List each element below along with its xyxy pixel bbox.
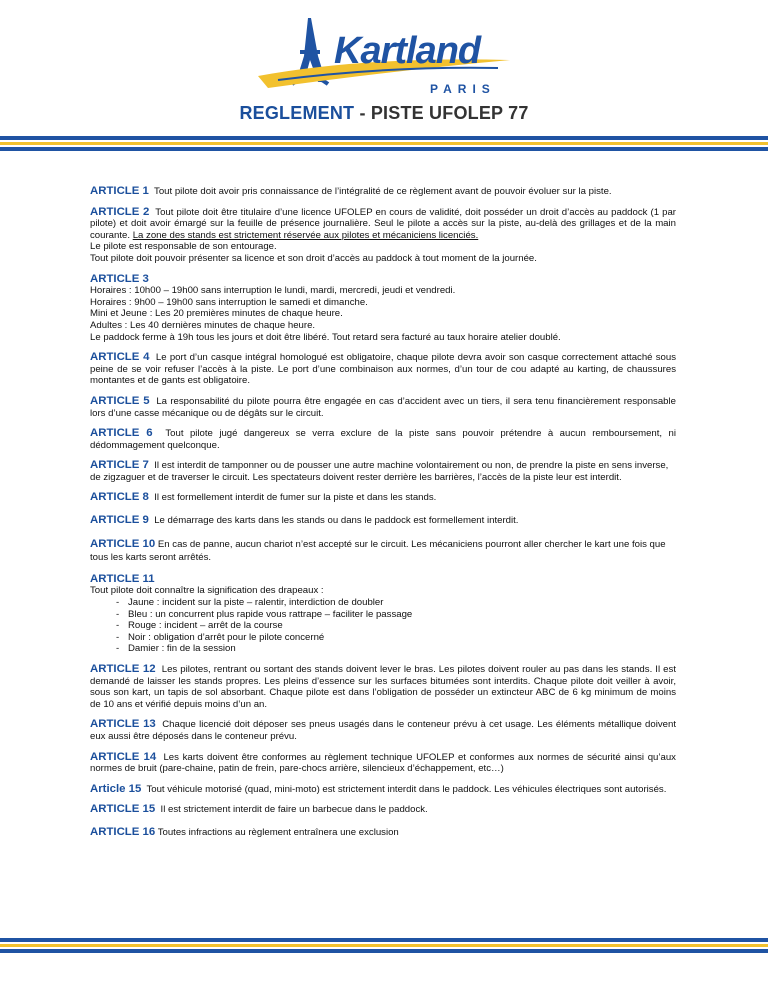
article-text: Le port d’un casque intégral homologué est obligatoire, chaque pilote devra avoir son casque correctement attaché sous peine de se voir refuser l’accès à la piste. Le port d’une combinaison aux normes, d’un tour de cou adapté au karting, de chaussures montantes et de gants est obligatoire. <box>90 352 676 387</box>
article-text: Il est interdit de tamponner ou de pousser une autre machine volontairement ou non, de prendre la piste en sens inverse, de zigzaguer et de traverser le circuit. Les spectateurs doivent rester derrière les barrières, l’accès de la piste leur est interdit. <box>90 460 669 483</box>
article-text: La responsabilité du pilote pourra être engagée en cas d’accident avec un tiers, il sera tenu financièrement responsable lors d’une casse mécanique ou de dégâts sur le circuit. <box>90 395 676 419</box>
article-text: Toutes infractions au règlement entraînera une exclusion <box>157 826 399 838</box>
flag-item-blue: - Bleu : un concurrent plus rapide vous rattrape – faciliter le passage <box>116 608 413 620</box>
article-10 <box>90 538 676 565</box>
article-15-vehicles <box>90 784 676 796</box>
article-11 <box>90 574 676 655</box>
article-text: Il est strictement interdit de faire un barbecue dans le paddock. <box>160 804 428 816</box>
article-text: Chaque licencié doit déposer ses pneus usagés dans le conteneur prévu à cet usage. Les éléments métallique doivent eux aussi être déposés dans le conteneur prévu. <box>90 719 676 742</box>
schedule-line: Mini et Jeune : Les 20 premières minutes de chaque heure. <box>90 308 343 320</box>
flags-intro: Tout pilote doit connaître la signification des drapeaux : <box>90 585 324 597</box>
article-heading: ARTICLE 7 <box>90 459 149 472</box>
article-4 <box>90 352 676 387</box>
article-3 <box>90 274 676 344</box>
article-text-line: Tout pilote doit pouvoir présenter sa licence et son droit d’accès au paddock à tout moment de la journée. <box>90 252 537 264</box>
article-heading: ARTICLE 14 <box>90 750 157 763</box>
article-heading: ARTICLE 2 <box>90 205 150 218</box>
schedule-line: Adultes : Les 40 dernières minutes de chaque heure. <box>90 319 316 331</box>
article-heading: ARTICLE 10 <box>90 537 156 550</box>
article-15-barbecue <box>90 804 676 816</box>
article-text: Les karts doivent être conformes au règlement technique UFOLEP et conformes aux normes de sécurité ainsi qu’aux normes de bruit (pare-chaine, patin de frein, pare-chocs arrière, silencieux d’échappement, etc…) <box>90 751 676 775</box>
article-text-underlined: La zone des stands est strictement réservée aux pilotes et mécaniciens licenciés. <box>132 229 479 241</box>
logo-wordmark: Kartland <box>334 30 481 72</box>
article-12 <box>90 664 676 710</box>
article-text: Le démarrage des karts dans les stands ou dans le paddock est formellement interdit. <box>154 515 519 527</box>
flag-item-black: - Noir : obligation d’arrêt pour le pilote concerné <box>116 631 325 643</box>
article-heading: ARTICLE 9 <box>90 514 149 527</box>
schedule-line: Le paddock ferme à 19h tous les jours et doit être libéré. Tout retard sera facturé au taux horaire atelier doublé. <box>90 331 561 343</box>
article-13 <box>90 719 676 742</box>
title-part-piste: - PISTE UFOLEP 77 <box>354 103 529 123</box>
kartland-logo <box>248 16 520 100</box>
article-text: En cas de panne, aucun chariot n’est accepté sur le circuit. Les mécaniciens pourront aller chercher le kart une fois que tous les karts seront arrêtés. <box>90 538 666 564</box>
article-heading: ARTICLE 4 <box>90 351 150 364</box>
article-text: Tout pilote doit être titulaire d’une licence UFOLEP en cours de validité, doit posséder un droit d’accès au paddock (1 par pilote) et doit avoir émargé sur la feuille de présence journalière. Seul le pilote a accès sur la piste, au-delà des grillages et de la main courante. <box>90 206 676 241</box>
article-heading: ARTICLE 11 <box>90 572 155 585</box>
article-8 <box>90 492 676 504</box>
article-heading: ARTICLE 8 <box>90 491 149 504</box>
article-heading: ARTICLE 5 <box>90 394 150 407</box>
rules-content <box>90 186 676 848</box>
article-text: Tout véhicule motorisé (quad, mini-moto) est strictement interdit dans le paddock. Les véhicules électriques sont autorisés. <box>146 783 667 795</box>
flag-item-yellow: - Jaune : incident sur la piste – ralentir, interdiction de doubler <box>116 597 384 609</box>
article-9 <box>90 515 676 527</box>
flag-item-red: - Rouge : incident – arrêt de la course <box>116 620 283 632</box>
logo-city: PARIS <box>430 82 496 96</box>
article-16 <box>90 827 676 839</box>
article-heading: ARTICLE 15 <box>90 803 156 816</box>
article-7 <box>90 460 676 483</box>
article-5 <box>90 396 676 419</box>
article-14 <box>90 752 676 775</box>
article-text: Les pilotes, rentrant ou sortant des stands doivent lever le bras. Les pilotes doivent rouler au pas dans les stands. Il est demandé de laisser les stands propres. Les pleins d’essence sur les surfaces bitumées sont interdits. Chaque pilote doit veiller à avoir, sous son kart, un tapis de sol absorbant. Chaque pilote est dans l’obligation de posséder un extincteur ABC de 6 kg minimum de moins de 10 ans et vérifié depuis moins d’un an. <box>90 664 676 710</box>
article-text: Tout pilote doit avoir pris connaissance de l’intégralité de ce règlement avant de pouvoir évoluer sur la piste. <box>154 186 612 197</box>
flag-item-checkered: - Damier : fin de la session <box>116 643 236 655</box>
header-divider-band <box>0 136 768 151</box>
footer-divider-band <box>0 938 768 953</box>
article-text-line: Le pilote est responsable de son entourage. <box>90 241 277 253</box>
article-heading: ARTICLE 12 <box>90 663 156 675</box>
article-1 <box>90 186 676 198</box>
article-heading: ARTICLE 6 <box>90 427 153 440</box>
schedule-line: Horaires : 10h00 – 19h00 sans interruption le lundi, mardi, mercredi, jeudi et vendredi. <box>90 285 456 297</box>
schedule-line: Horaires : 9h00 – 19h00 sans interruption le samedi et dimanche. <box>90 296 368 308</box>
article-text: Il est formellement interdit de fumer sur la piste et dans les stands. <box>154 492 437 504</box>
article-6 <box>90 428 676 451</box>
article-heading: Article 15 <box>90 782 142 795</box>
article-heading: ARTICLE 1 <box>90 185 149 197</box>
article-text: Tout pilote jugé dangereux se verra exclure de la piste sans pouvoir prétendre à aucun remboursement, ni dédommagement quelconque. <box>90 428 676 451</box>
article-heading: ARTICLE 13 <box>90 718 156 731</box>
article-2 <box>90 207 676 265</box>
article-heading: ARTICLE 3 <box>90 272 149 285</box>
title-part-reglement: REGLEMENT <box>239 103 355 123</box>
page-title <box>0 103 768 124</box>
article-heading: ARTICLE 16 <box>90 825 156 838</box>
